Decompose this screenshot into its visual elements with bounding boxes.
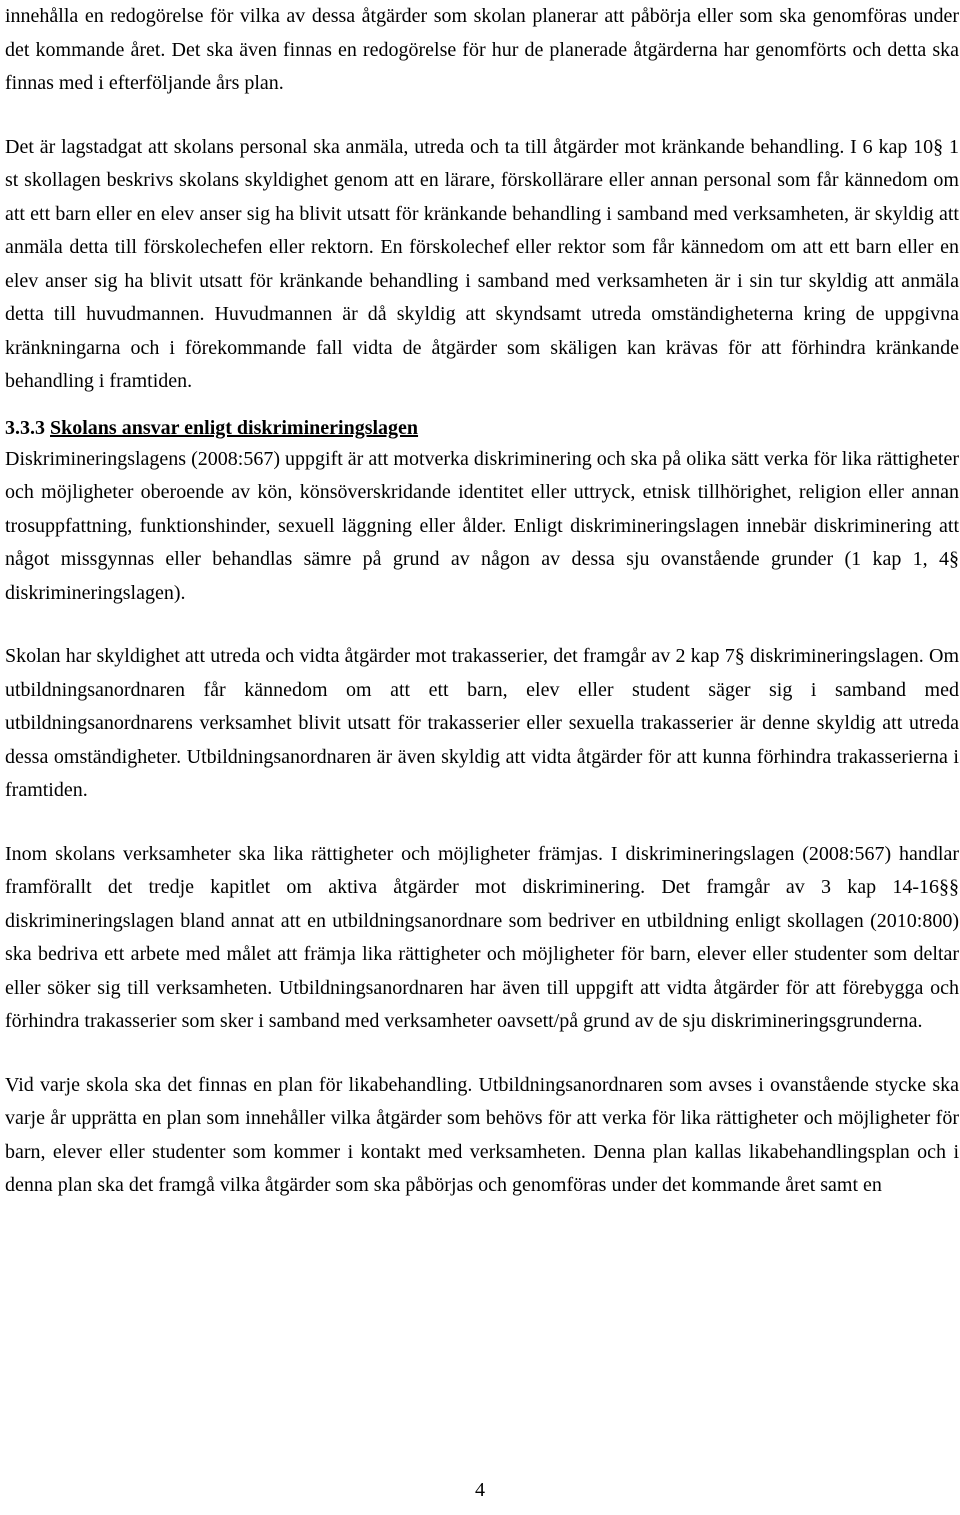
document-page — [5, 0, 959, 1203]
paragraph-likabehandlingsplan: Vid varje skola ska det finnas en plan för likabehandling. Utbildningsanordnaren som avses i ovanstående stycke ska varje år upprätta en plan som innehåller vilka åtgärder som behövs för att verka för lika rättigheter och möjligheter för barn, elever eller studenter som kommer i kontakt med verksamheten. Denna plan kallas likabehandlingsplan och i denna plan ska det framgå vilka åtgärder som ska påbörjas och genomföras under det kommande året samt en — [5, 1073, 959, 1196]
section-heading — [5, 413, 959, 443]
paragraph-diskrimineringslagen: Diskrimineringslagens (2008:567) uppgift är att motverka diskriminering och ska på olika sätt verka för lika rättigheter och möjligheter oberoende av kön, könsöverskridande identitet eller uttryck, etnisk tillhörighet, religion eller annan trosuppfattning, funktionshinder, sexuell läggning eller ålder. Enligt diskrimineringslagen innebär diskriminering att något missgynnas eller behandlas sämre på grund av någon av dessa sju ovanstående grunder (1 kap 1, 4§ diskrimineringslagen). — [5, 447, 959, 604]
paragraph-aktiva-atgarder: Inom skolans verksamheter ska lika rättigheter och möjligheter främjas. I diskrimineringslagen (2008:567) handlar framförallt det tredje kapitlet om aktiva åtgärder mot diskriminering. Det framgår av 3 kap 14-16§§ diskrimineringslagen bland annat att en utbildningsanordnare som bedriver en utbildning enligt skollagen (2010:800) ska bedriva ett arbete med målet att främja lika rättigheter och möjligheter för barn, elever eller studenter som deltar eller söker sig till verksamheten. Utbildningsanordnaren har även till uppgift att vidta åtgärder för att förebygga och förhindra trakasserier som sker i samband med verksamheter oavsett/på grund av de sju diskrimineringsgrunderna. — [5, 842, 959, 1032]
paragraph-krankande-behandling: Det är lagstadgat att skolans personal ska anmäla, utreda och ta till åtgärder mot kränkande behandling. I 6 kap 10§ 1 st skollagen beskrivs skolans skyldighet genom att en lärare, förskollärare eller annan personal som får kännedom om att ett barn eller en elev anser sig ha blivit utsatt för kränkande behandling i samband med verksamheten, är skyldig att anmäla detta till förskolechefen eller rektorn. En förskolechef eller rektor som får kännedom om att ett barn eller en elev anser sig ha blivit utsatt för kränkande behandling i samband med verksamheten är i sin tur skyldig att anmäla detta till huvudmannen. Huvudmannen är då skyldig att skyndsamt utreda omständigheterna kring de uppgivna kränkningarna och i förekommande fall vidta de åtgärder som skäligen kan krävas för att förhindra kränkande behandling i framtiden. — [5, 135, 959, 392]
paragraph-plan-intro: innehålla en redogörelse för vilka av dessa åtgärder som skolan planerar att påbörja eller som ska genomföras under det kommande året. Det ska även finnas en redogörelse för hur de planerade åtgärderna har genomförts och detta ska finnas med i efterföljande års plan. — [5, 5, 959, 94]
section-number: 3.3.3 — [5, 416, 45, 439]
paragraph-trakasserier: Skolan har skyldighet att utreda och vidta åtgärder mot trakasserier, det framgår av 2 kap 7§ diskrimineringslagen. Om utbildningsanordnaren får kännedom om att ett barn, elev eller student säger sig i samband med utbildningsanordnarens verksamhet blivit utsatt för trakasserier eller sexuella trakasserier är denne skyldig att utreda dessa omständigheter. Utbildningsanordnaren är även skyldig att vidta åtgärder för att kunna förhindra trakasserierna i framtiden. — [5, 645, 959, 801]
page-number: 4 — [475, 1479, 485, 1501]
section-title: Skolans ansvar enligt diskrimineringslagen — [50, 416, 419, 439]
